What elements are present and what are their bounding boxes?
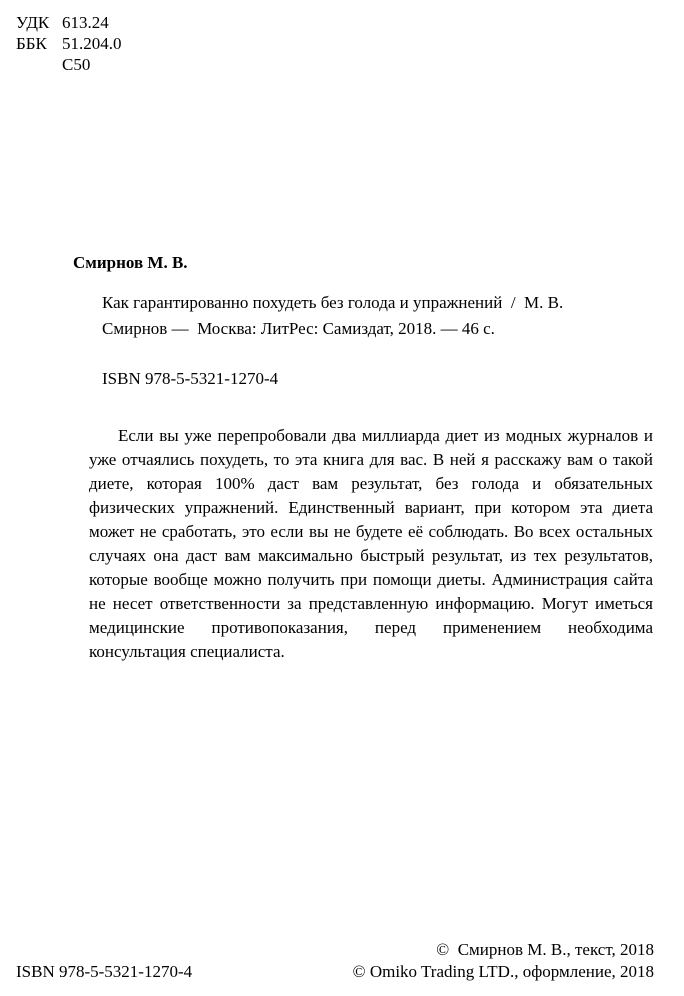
copyright-design: © Omiko Trading LTD., оформление, 2018 (352, 962, 654, 981)
bibliographic-line-2: Смирнов — Москва: ЛитРес: Самиздат, 2018. — 46 с. (102, 319, 495, 338)
copyright-text: © Смирнов М. В., текст, 2018 (436, 940, 654, 959)
udk-value: 613.24 (62, 13, 109, 32)
author-mark: С50 (62, 55, 91, 74)
footer-isbn: ISBN 978-5-5321-1270-4 (16, 962, 193, 981)
bbk-row (16, 33, 156, 54)
author-name: Смирнов М. В. (73, 253, 188, 272)
bibliographic-description (102, 290, 563, 342)
annotation: Если вы уже перепробовали два миллиарда диет из модных журналов и уже отчаялись похудеть, то эта книга для вас. В ней я расскажу вам о такой диете, которая 100% даст вам результат, без голода и обязательных физических упражнений. Единственный вариант, при котором эта диета может не сработать, это если вы не будете её соблюдать. Во всех остальных случаях она даст вам максимально быстрый результат, из тех результатов, которые вообще можно получить при помощи диеты. Администрация сайта не несет ответственности за представленную информацию. Могут иметься медицинские противопоказания, перед применением необходима консультация специалиста. (89, 426, 653, 661)
author-mark-row (16, 54, 156, 75)
udk-label: УДК (16, 13, 50, 32)
classification-codes (16, 12, 156, 76)
udk-row (16, 12, 156, 33)
bbk-label: ББК (16, 34, 47, 53)
bibliographic-line-1: Как гарантированно похудеть без голода и упражнений / М. В. (102, 293, 564, 312)
isbn: ISBN 978-5-5321-1270-4 (102, 369, 279, 388)
bbk-value: 51.204.0 (62, 34, 122, 53)
